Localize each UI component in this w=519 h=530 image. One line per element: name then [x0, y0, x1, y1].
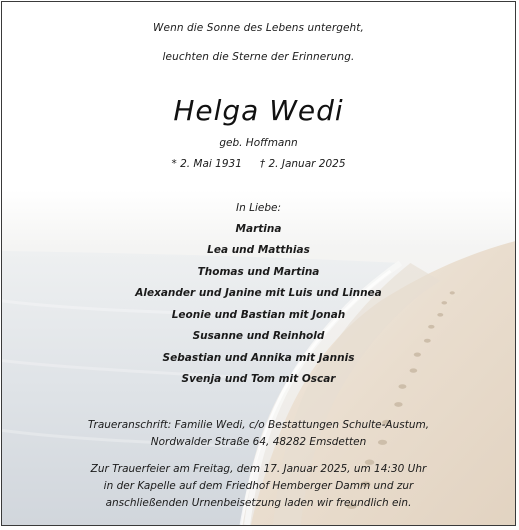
motto-line-2: leuchten die Sterne der Erinnerung.: [162, 51, 355, 63]
mourner-item: Thomas und Martina: [197, 266, 320, 278]
death-date: † 2. Januar 2025: [259, 158, 346, 170]
mourner-item: Martina: [235, 223, 282, 235]
ceremony-line-2: in der Kapelle auf dem Friedhof Hemberger Damm und zur: [103, 480, 414, 492]
birth-date: * 2. Mai 1931: [171, 158, 242, 170]
life-dates: [2, 158, 515, 170]
mourner-item: Svenja und Tom mit Oscar: [181, 373, 336, 385]
mourner-item: Susanne und Reinhold: [192, 330, 325, 342]
motto-line-1: Wenn die Sonne des Lebens untergeht,: [153, 22, 364, 34]
mourner-item: Leonie und Bastian mit Jonah: [171, 309, 346, 321]
mourner-item: Sebastian und Annika mit Jannis: [162, 352, 355, 364]
mourner-item: Lea und Matthias: [207, 244, 310, 256]
obituary-notice: [1, 1, 516, 526]
address-line-1: Traueranschrift: Familie Wedi, c/o Bestattungen Schulte-Austum,: [87, 419, 430, 431]
mourner-item: Alexander und Janine mit Luis und Linnea: [135, 287, 382, 299]
address-line-2: Nordwalder Straße 64, 48282 Emsdetten: [150, 436, 367, 448]
birth-name: geb. Hoffmann: [219, 137, 298, 149]
deceased-name: Helga Wedi: [173, 94, 344, 127]
ceremony-line-1: Zur Trauerfeier am Freitag, dem 17. Januar 2025, um 14:30 Uhr: [90, 463, 427, 475]
mourners-intro: In Liebe:: [236, 202, 281, 214]
ceremony-line-3: anschließenden Urnenbeisetzung laden wir freundlich ein.: [105, 497, 412, 509]
